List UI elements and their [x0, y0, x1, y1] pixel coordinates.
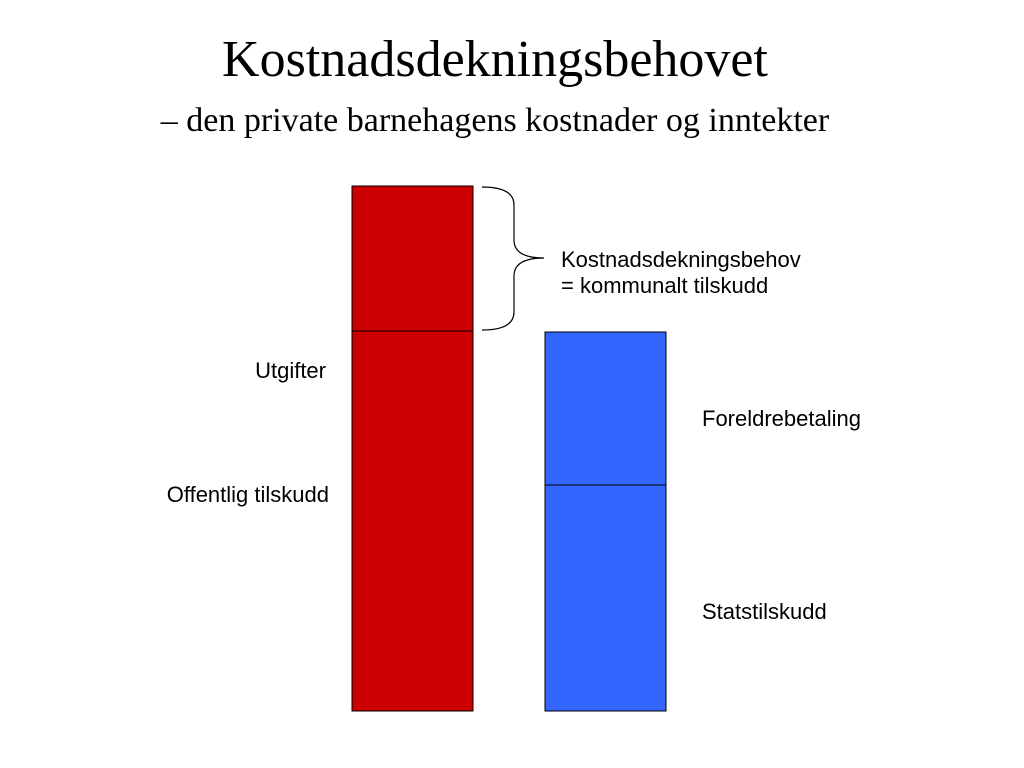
- expenses-bar: [352, 186, 473, 711]
- slide-title: Kostnadsdekningsbehovet: [222, 31, 768, 88]
- statstilskudd-label: Statstilskudd: [702, 599, 827, 624]
- offentlig-tilskudd-label: Offentlig tilskudd: [166, 482, 329, 507]
- coverage-need-callout: [561, 247, 801, 299]
- slide-subtitle: – den private barnehagens kostnader og inntekter: [160, 102, 830, 139]
- curly-brace: [482, 187, 544, 330]
- foreldrebetaling-label: Foreldrebetaling: [702, 406, 861, 431]
- utgifter-label: Utgifter: [255, 358, 326, 383]
- callout-line-1: Kostnadsdekningsbehov: [561, 247, 801, 272]
- callout-line-2: = kommunalt tilskudd: [561, 273, 769, 298]
- income-bar: [545, 332, 666, 711]
